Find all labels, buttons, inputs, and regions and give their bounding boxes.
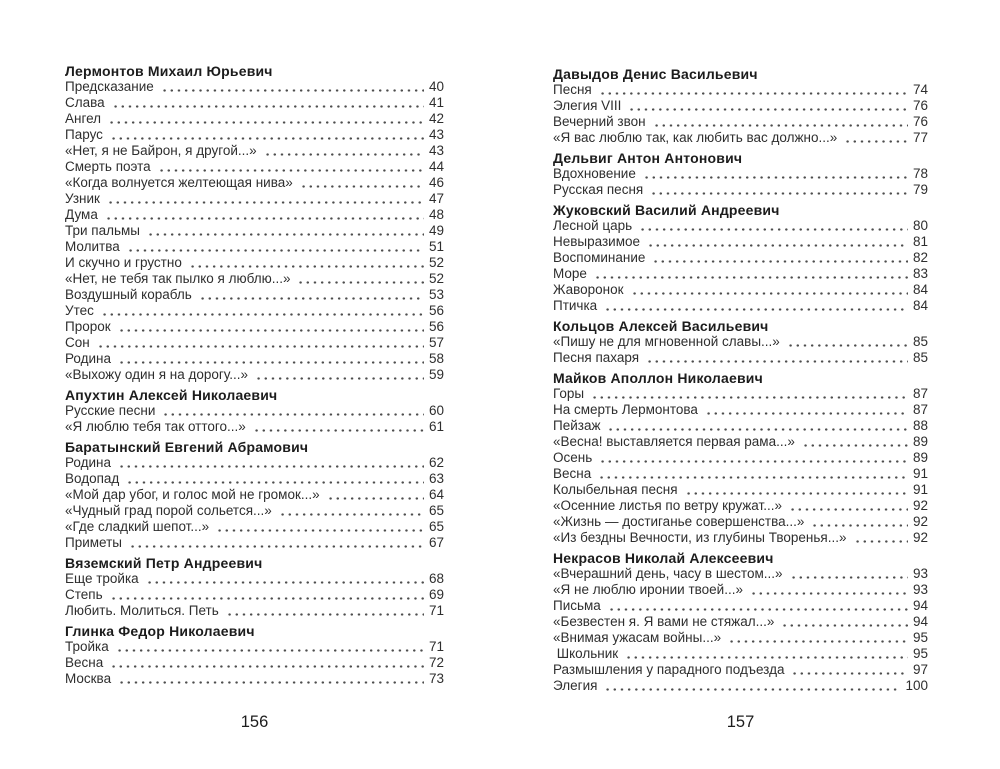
author-heading: Глинка Федор Николаевич bbox=[65, 623, 255, 639]
toc-entry bbox=[553, 678, 928, 694]
dot-leader bbox=[327, 497, 424, 500]
toc-entry-page: 65 bbox=[428, 519, 444, 534]
toc-entry-page: 51 bbox=[428, 239, 444, 254]
toc-entry-title: Невыразимое bbox=[553, 234, 641, 249]
page-number-left: 156 bbox=[240, 713, 269, 731]
author-heading: Дельвиг Антон Антонович bbox=[553, 150, 743, 166]
toc-entry-page: 48 bbox=[428, 207, 444, 222]
toc-entry bbox=[65, 535, 444, 551]
toc-entry-title: Смерть поэта bbox=[65, 159, 151, 174]
toc-entry-title: Элегия bbox=[553, 678, 598, 693]
toc-entry bbox=[65, 455, 444, 471]
toc-entry bbox=[553, 466, 928, 482]
toc-entry bbox=[65, 175, 444, 191]
toc-entry bbox=[553, 182, 928, 198]
toc-entry bbox=[65, 191, 444, 207]
dot-leader bbox=[647, 244, 908, 247]
toc-entry-page: 85 bbox=[912, 350, 928, 365]
dot-leader bbox=[650, 192, 908, 195]
toc-entry bbox=[65, 239, 444, 255]
dot-leader bbox=[118, 361, 424, 364]
toc-column-left bbox=[65, 63, 444, 687]
toc-entry bbox=[553, 582, 928, 598]
toc-entry-page: 71 bbox=[428, 603, 444, 618]
toc-entry bbox=[65, 487, 444, 503]
toc-entry bbox=[65, 95, 444, 111]
toc-entry bbox=[553, 282, 928, 298]
dot-leader bbox=[628, 108, 908, 111]
toc-entry-page: 41 bbox=[428, 95, 444, 110]
dot-leader bbox=[750, 592, 908, 595]
toc-entry bbox=[65, 79, 444, 95]
toc-entry-title: На смерть Лермонтова bbox=[553, 402, 698, 417]
toc-entry-title: «Я вас люблю так, как любить вас должно...» bbox=[553, 130, 838, 145]
dot-leader bbox=[226, 613, 424, 616]
toc-entry-title: Пейзаж bbox=[553, 418, 601, 433]
dot-leader bbox=[126, 481, 424, 484]
toc-entry bbox=[553, 250, 928, 266]
dot-leader bbox=[264, 153, 424, 156]
dot-leader bbox=[604, 308, 908, 311]
toc-entry-title: «Вчерашний день, часу в шестом...» bbox=[553, 566, 783, 581]
toc-entry bbox=[553, 350, 928, 366]
toc-entry-page: 85 bbox=[912, 334, 928, 349]
dot-leader bbox=[844, 140, 908, 143]
dot-leader bbox=[599, 92, 908, 95]
dot-leader bbox=[253, 429, 424, 432]
toc-entry-title: Песня пахаря bbox=[553, 350, 640, 365]
dot-leader bbox=[129, 545, 424, 548]
toc-entry bbox=[553, 498, 928, 514]
toc-entry-page: 42 bbox=[428, 111, 444, 126]
dot-leader bbox=[118, 681, 424, 684]
toc-entry bbox=[65, 335, 444, 351]
dot-leader bbox=[625, 656, 908, 659]
toc-entry bbox=[553, 218, 928, 234]
toc-entry bbox=[65, 367, 444, 383]
toc-entry-page: 95 bbox=[912, 630, 928, 645]
toc-entry-title: Русская песня bbox=[553, 182, 644, 197]
toc-entry bbox=[65, 519, 444, 535]
dot-leader bbox=[646, 360, 908, 363]
toc-entry-page: 43 bbox=[428, 143, 444, 158]
toc-entry bbox=[553, 514, 928, 530]
dot-leader bbox=[147, 233, 424, 236]
dot-leader bbox=[189, 265, 424, 268]
toc-entry-title: «Безвестен я. Я вами не стяжал...» bbox=[553, 614, 775, 629]
toc-entry-title: «Я не люблю иронии твоей...» bbox=[553, 582, 743, 597]
toc-entry-page: 84 bbox=[912, 298, 928, 313]
toc-entry-title: Письма bbox=[553, 598, 601, 613]
toc-entry bbox=[553, 598, 928, 614]
dot-leader bbox=[216, 529, 424, 532]
toc-entry bbox=[65, 271, 444, 287]
toc-entry-title: «Мой дар убог, и голос мой не громок...» bbox=[65, 487, 320, 502]
author-heading: Баратынский Евгений Абрамович bbox=[65, 439, 309, 455]
toc-entry-title: Песня bbox=[553, 82, 592, 97]
toc-entry-title: «Нет, не тебя так пылко я люблю...» bbox=[65, 271, 291, 286]
toc-entry bbox=[65, 403, 444, 419]
toc-entry-title: «Из бездны Вечности, из глубины Творенья...» bbox=[553, 530, 847, 545]
toc-entry-title: Три пальмы bbox=[65, 223, 141, 238]
toc-entry bbox=[553, 402, 928, 418]
dot-leader bbox=[789, 508, 908, 511]
toc-entry bbox=[553, 114, 928, 130]
toc-entry-page: 57 bbox=[428, 335, 444, 350]
toc-entry-title: Море bbox=[553, 266, 587, 281]
toc-entry bbox=[65, 503, 444, 519]
dot-leader bbox=[604, 688, 900, 691]
toc-entry-title: Еще тройка bbox=[65, 571, 139, 586]
toc-entry bbox=[65, 419, 444, 435]
toc-entry-title: Воздушный корабль bbox=[65, 287, 192, 302]
toc-entry bbox=[65, 223, 444, 239]
dot-leader bbox=[108, 121, 424, 124]
dot-leader bbox=[105, 217, 424, 220]
toc-entry bbox=[65, 655, 444, 671]
toc-entry-title: «Осенние листья по ветру кружат...» bbox=[553, 498, 782, 513]
toc-entry-title: Парус bbox=[65, 127, 103, 142]
toc-entry bbox=[65, 303, 444, 319]
toc-entry-title: Жаворонок bbox=[553, 282, 624, 297]
toc-entry bbox=[65, 207, 444, 223]
toc-entry-page: 68 bbox=[428, 571, 444, 586]
toc-entry bbox=[553, 614, 928, 630]
dot-leader bbox=[608, 608, 908, 611]
dot-leader bbox=[112, 105, 424, 108]
toc-entry bbox=[65, 471, 444, 487]
dot-leader bbox=[279, 513, 424, 516]
toc-entry-page: 46 bbox=[428, 175, 444, 190]
toc-entry-title: Колыбельная песня bbox=[553, 482, 678, 497]
toc-entry-title: Школьник bbox=[553, 646, 619, 661]
toc-entry bbox=[65, 111, 444, 127]
toc-entry-title: Русские песни bbox=[65, 403, 156, 418]
toc-entry-page: 93 bbox=[912, 566, 928, 581]
toc-entry-page: 76 bbox=[912, 114, 928, 129]
toc-entry-page: 94 bbox=[912, 598, 928, 613]
toc-entry-page: 92 bbox=[912, 514, 928, 529]
toc-entry-title: «Я люблю тебя так оттого...» bbox=[65, 419, 246, 434]
toc-entry-page: 88 bbox=[912, 418, 928, 433]
toc-entry bbox=[65, 671, 444, 687]
dot-leader bbox=[110, 597, 424, 600]
toc-entry-page: 83 bbox=[912, 266, 928, 281]
toc-entry-page: 74 bbox=[912, 82, 928, 97]
toc-entry-title: Предсказание bbox=[65, 79, 154, 94]
toc-entry-page: 61 bbox=[428, 419, 444, 434]
toc-entry-page: 92 bbox=[912, 498, 928, 513]
toc-entry-page: 73 bbox=[428, 671, 444, 686]
author-heading: Некрасов Николай Алексеевич bbox=[553, 550, 774, 566]
toc-entry-page: 59 bbox=[428, 367, 444, 382]
dot-leader bbox=[802, 444, 908, 447]
toc-entry-page: 40 bbox=[428, 79, 444, 94]
toc-entry-page: 53 bbox=[428, 287, 444, 302]
dot-leader bbox=[146, 581, 424, 584]
toc-entry-title: Элегия VIII bbox=[553, 98, 622, 113]
toc-entry bbox=[553, 82, 928, 98]
toc-entry-title: Узник bbox=[65, 191, 100, 206]
toc-entry bbox=[65, 639, 444, 655]
toc-entry-title: Любить. Молиться. Петь bbox=[65, 603, 219, 618]
toc-entry-title: Ангел bbox=[65, 111, 102, 126]
toc-entry-title: «Выхожу один я на дорогу...» bbox=[65, 367, 248, 382]
toc-entry-page: 76 bbox=[912, 98, 928, 113]
dot-leader bbox=[594, 276, 908, 279]
toc-entry-page: 65 bbox=[428, 503, 444, 518]
author-heading: Вяземский Петр Андреевич bbox=[65, 555, 263, 571]
toc-entry-title: «Когда волнуется желтеющая нива» bbox=[65, 175, 293, 190]
toc-entry bbox=[553, 298, 928, 314]
toc-entry-page: 44 bbox=[428, 159, 444, 174]
author-heading: Лермонтов Михаил Юрьевич bbox=[65, 63, 273, 79]
toc-entry-title: Осень bbox=[553, 450, 593, 465]
dot-leader bbox=[607, 428, 907, 431]
author-heading: Апухтин Алексей Николаевич bbox=[65, 387, 278, 403]
toc-entry-page: 56 bbox=[428, 303, 444, 318]
toc-entry-page: 89 bbox=[912, 450, 928, 465]
toc-entry-page: 60 bbox=[428, 403, 444, 418]
dot-leader bbox=[811, 524, 908, 527]
dot-leader bbox=[685, 492, 908, 495]
toc-entry bbox=[553, 662, 928, 678]
toc-entry-page: 62 bbox=[428, 455, 444, 470]
dot-leader bbox=[297, 281, 424, 284]
dot-leader bbox=[199, 297, 424, 300]
dot-leader bbox=[728, 640, 908, 643]
toc-entry-title: Горы bbox=[553, 386, 585, 401]
toc-entry-title: Сон bbox=[65, 335, 90, 350]
dot-leader bbox=[643, 176, 908, 179]
toc-entry bbox=[553, 530, 928, 546]
dot-leader bbox=[639, 228, 908, 231]
toc-entry-title: Приметы bbox=[65, 535, 122, 550]
dot-leader bbox=[591, 396, 908, 399]
toc-entry-page: 97 bbox=[912, 662, 928, 677]
toc-entry-page: 58 bbox=[428, 351, 444, 366]
toc-entry-page: 72 bbox=[428, 655, 444, 670]
toc-entry-page: 67 bbox=[428, 535, 444, 550]
dot-leader bbox=[791, 672, 908, 675]
toc-entry bbox=[65, 319, 444, 335]
toc-entry-title: И скучно и грустно bbox=[65, 255, 182, 270]
toc-entry bbox=[65, 127, 444, 143]
dot-leader bbox=[97, 345, 424, 348]
dot-leader bbox=[162, 413, 424, 416]
toc-entry-page: 43 bbox=[428, 127, 444, 142]
toc-entry bbox=[65, 159, 444, 175]
dot-leader bbox=[110, 665, 424, 668]
toc-entry bbox=[553, 98, 928, 114]
toc-entry-page: 52 bbox=[428, 255, 444, 270]
toc-entry-title: Слава bbox=[65, 95, 105, 110]
dot-leader bbox=[598, 476, 908, 479]
toc-entry bbox=[553, 482, 928, 498]
toc-entry-page: 84 bbox=[912, 282, 928, 297]
dot-leader bbox=[118, 329, 424, 332]
toc-entry-title: Родина bbox=[65, 351, 112, 366]
dot-leader bbox=[255, 377, 424, 380]
toc-entry bbox=[553, 450, 928, 466]
author-heading: Давыдов Денис Васильевич bbox=[553, 66, 758, 82]
toc-entry-page: 80 bbox=[912, 218, 928, 233]
dot-leader bbox=[107, 201, 424, 204]
dot-leader bbox=[631, 292, 908, 295]
toc-entry-title: Тройка bbox=[65, 639, 109, 654]
toc-entry-title: «Внимая ужасам войны...» bbox=[553, 630, 722, 645]
toc-entry-page: 78 bbox=[912, 166, 928, 181]
toc-entry-title: Родина bbox=[65, 455, 112, 470]
dot-leader bbox=[854, 540, 908, 543]
toc-entry-title: Птичка bbox=[553, 298, 598, 313]
toc-entry-page: 64 bbox=[428, 487, 444, 502]
toc-entry-page: 56 bbox=[428, 319, 444, 334]
toc-entry-title: Воспоминание bbox=[553, 250, 646, 265]
page-number-right: 157 bbox=[726, 713, 755, 731]
toc-entry-page: 93 bbox=[912, 582, 928, 597]
toc-entry-title: Вечерний звон bbox=[553, 114, 646, 129]
author-heading: Кольцов Алексей Васильевич bbox=[553, 318, 769, 334]
toc-entry-title: «Нет, я не Байрон, я другой...» bbox=[65, 143, 257, 158]
author-heading: Жуковский Василий Андреевич bbox=[553, 202, 780, 218]
dot-leader bbox=[118, 465, 424, 468]
toc-entry-title: «Чудный град порой сольется...» bbox=[65, 503, 272, 518]
toc-entry bbox=[65, 587, 444, 603]
toc-entry bbox=[553, 234, 928, 250]
toc-entry-title: Лесной царь bbox=[553, 218, 633, 233]
dot-leader bbox=[127, 249, 424, 252]
toc-entry-page: 71 bbox=[428, 639, 444, 654]
toc-entry bbox=[553, 334, 928, 350]
toc-entry-page: 91 bbox=[912, 482, 928, 497]
toc-entry bbox=[553, 386, 928, 402]
dot-leader bbox=[781, 624, 908, 627]
dot-leader bbox=[787, 344, 908, 347]
toc-entry-title: «Жизнь — достиганье совершенства...» bbox=[553, 514, 805, 529]
toc-entry-title: «Весна! выставляется первая рама...» bbox=[553, 434, 795, 449]
toc-entry-title: Пророк bbox=[65, 319, 111, 334]
toc-entry bbox=[65, 143, 444, 159]
toc-entry bbox=[553, 566, 928, 582]
dot-leader bbox=[116, 649, 424, 652]
toc-entry bbox=[553, 418, 928, 434]
toc-entry-title: Размышления у парадного подъезда bbox=[553, 662, 785, 677]
author-heading: Майков Аполлон Николаевич bbox=[553, 370, 763, 386]
toc-entry-title: Молитва bbox=[65, 239, 120, 254]
toc-entry-title: Утес bbox=[65, 303, 94, 318]
toc-entry-title: «Где сладкий шепот...» bbox=[65, 519, 210, 534]
toc-entry-page: 63 bbox=[428, 471, 444, 486]
toc-entry-page: 87 bbox=[912, 402, 928, 417]
toc-entry-page: 49 bbox=[428, 223, 444, 238]
dot-leader bbox=[790, 576, 908, 579]
toc-column-right bbox=[553, 66, 928, 694]
toc-entry-page: 52 bbox=[428, 271, 444, 286]
toc-entry-page: 81 bbox=[912, 234, 928, 249]
toc-entry bbox=[553, 166, 928, 182]
dot-leader bbox=[300, 185, 424, 188]
toc-entry-title: Весна bbox=[65, 655, 104, 670]
dot-leader bbox=[161, 89, 424, 92]
toc-entry-page: 92 bbox=[912, 530, 928, 545]
toc-entry bbox=[553, 646, 928, 662]
toc-entry bbox=[65, 571, 444, 587]
toc-entry-title: Степь bbox=[65, 587, 103, 602]
toc-entry bbox=[65, 255, 444, 271]
toc-entry-title: Весна bbox=[553, 466, 592, 481]
dot-leader bbox=[599, 460, 908, 463]
dot-leader bbox=[705, 412, 908, 415]
toc-entry-title: Москва bbox=[65, 671, 112, 686]
toc-entry-page: 69 bbox=[428, 587, 444, 602]
dot-leader bbox=[158, 169, 424, 172]
toc-entry-page: 91 bbox=[912, 466, 928, 481]
toc-entry-title: «Пишу не для мгновенной славы...» bbox=[553, 334, 780, 349]
toc-entry-page: 82 bbox=[912, 250, 928, 265]
dot-leader bbox=[110, 137, 424, 140]
dot-leader bbox=[101, 313, 424, 316]
toc-entry bbox=[553, 130, 928, 146]
toc-entry-page: 79 bbox=[912, 182, 928, 197]
toc-entry-page: 100 bbox=[905, 678, 928, 693]
toc-entry bbox=[65, 603, 444, 619]
toc-entry-title: Водопад bbox=[65, 471, 120, 486]
toc-entry-page: 94 bbox=[912, 614, 928, 629]
toc-entry-title: Дума bbox=[65, 207, 98, 222]
toc-entry bbox=[553, 630, 928, 646]
toc-entry-title: Вдохновение bbox=[553, 166, 636, 181]
dot-leader bbox=[652, 260, 908, 263]
toc-entry bbox=[65, 287, 444, 303]
toc-entry bbox=[553, 434, 928, 450]
toc-entry-page: 87 bbox=[912, 386, 928, 401]
toc-entry bbox=[65, 351, 444, 367]
dot-leader bbox=[653, 124, 908, 127]
toc-entry bbox=[553, 266, 928, 282]
toc-entry-page: 47 bbox=[428, 191, 444, 206]
toc-entry-page: 77 bbox=[912, 130, 928, 145]
toc-entry-page: 89 bbox=[912, 434, 928, 449]
toc-entry-page: 95 bbox=[912, 646, 928, 661]
